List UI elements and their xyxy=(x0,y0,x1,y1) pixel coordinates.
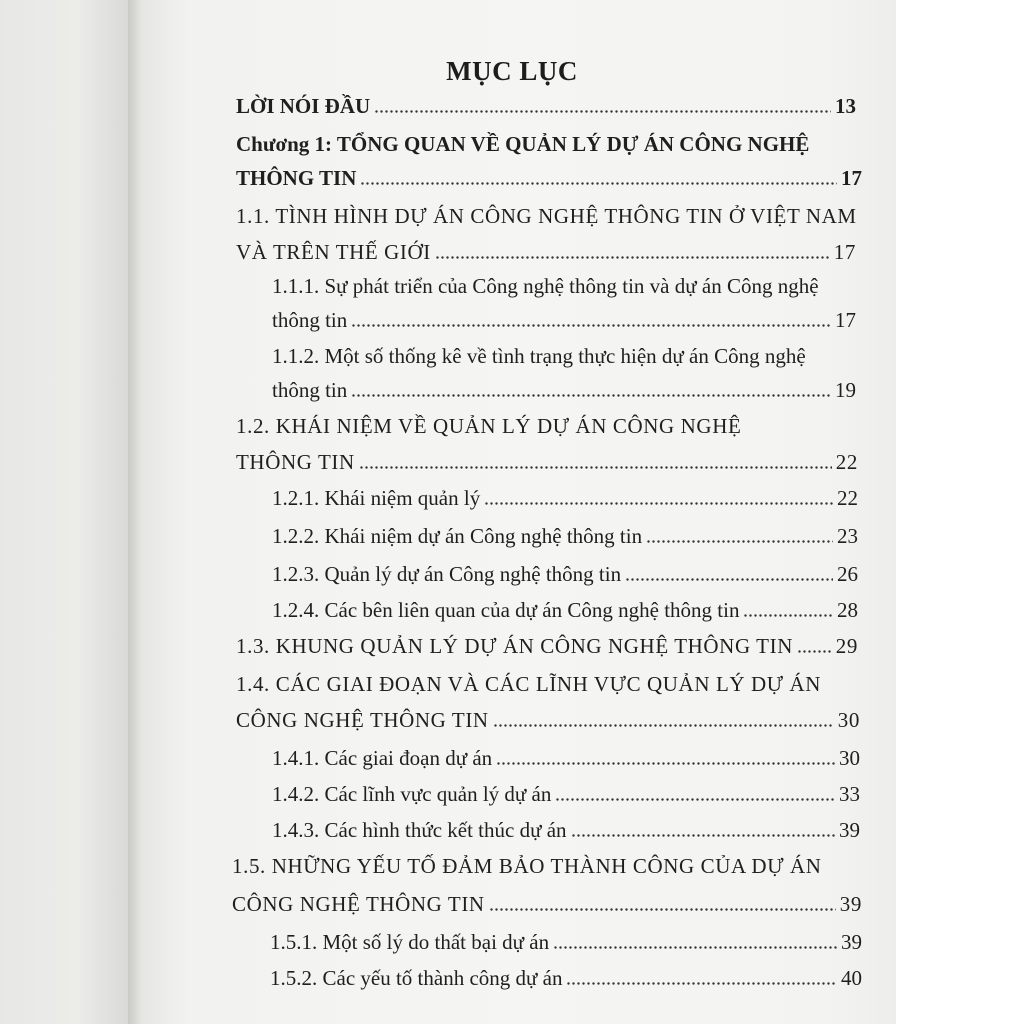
toc-page-number: 40 xyxy=(841,966,862,990)
toc-entry-text: 1.5.1. Một số lý do thất bại dự án xyxy=(270,930,550,954)
toc-page-number: 39 xyxy=(841,930,862,954)
toc-leader-dots xyxy=(484,496,833,506)
toc-page-number: 19 xyxy=(835,378,856,402)
toc-entry-1-4-line1: 1.4. CÁC GIAI ĐOẠN VÀ CÁC LĨNH VỰC QUẢN LÝ DỰ ÁN xyxy=(236,672,822,696)
toc-entry-1-2-line1: 1.2. KHÁI NIỆM VỀ QUẢN LÝ DỰ ÁN CÔNG NGHỆ xyxy=(236,414,742,438)
toc-entry-1-4-2 xyxy=(272,780,860,808)
toc-entry-1-1-2 xyxy=(272,376,856,404)
toc-leader-dots xyxy=(646,534,833,544)
toc-leader-dots xyxy=(493,718,834,728)
toc-page-number: 29 xyxy=(835,634,858,658)
toc-leader-dots xyxy=(360,176,837,186)
toc-leader-dots xyxy=(797,644,832,654)
toc-entry-text: LỜI NÓI ĐẦU xyxy=(236,94,371,118)
toc-entry-1-2 xyxy=(236,448,858,476)
toc-leader-dots xyxy=(374,104,831,114)
toc-entry-1-1-line1: 1.1. TÌNH HÌNH DỰ ÁN CÔNG NGHỆ THÔNG TIN Ở VIỆT NAM xyxy=(236,204,857,228)
toc-entry-1-2-3 xyxy=(272,560,858,588)
toc-page-number: 22 xyxy=(835,450,858,474)
toc-entry-chapter-1 xyxy=(236,164,862,192)
toc-entry-text: 1.4.3. Các hình thức kết thúc dự án xyxy=(272,818,567,842)
toc-leader-dots xyxy=(743,608,833,618)
toc-entry-1-1 xyxy=(236,238,856,266)
toc-entry-1-4 xyxy=(236,706,860,734)
toc-entry-text: VÀ TRÊN THẾ GIỚI xyxy=(236,240,431,264)
toc-entry-chapter-1-line1: Chương 1: TỔNG QUAN VỀ QUẢN LÝ DỰ ÁN CÔNG NGHỆ xyxy=(236,132,810,156)
toc-entry-text: CÔNG NGHỆ THÔNG TIN xyxy=(232,892,485,916)
toc-entry-1-4-3 xyxy=(272,816,860,844)
toc-entry-1-5-line1: 1.5. NHỮNG YẾU TỐ ĐẢM BẢO THÀNH CÔNG CỦA DỰ ÁN xyxy=(232,854,822,878)
background-margin xyxy=(896,0,1024,1024)
toc-entry-text: THÔNG TIN xyxy=(236,450,355,474)
toc-leader-dots xyxy=(566,976,837,986)
toc-leader-dots xyxy=(625,572,833,582)
toc-page-number: 23 xyxy=(837,524,858,548)
toc-page-number: 22 xyxy=(837,486,858,510)
toc-entry-text: 1.4.1. Các giai đoạn dự án xyxy=(272,746,493,770)
toc-entry-text: CÔNG NGHỆ THÔNG TIN xyxy=(236,708,489,732)
toc-page-number: 26 xyxy=(837,562,858,586)
toc-page-number: 33 xyxy=(839,782,860,806)
toc-page-number: 30 xyxy=(837,708,860,732)
toc-leader-dots xyxy=(555,792,835,802)
toc-page-number: 39 xyxy=(839,818,860,842)
page-title: MỤC LỤC xyxy=(446,56,578,86)
toc-entry-1-5 xyxy=(232,890,862,918)
toc-entry-text: 1.5.2. Các yếu tố thành công dự án xyxy=(270,966,563,990)
toc-entry-text: 1.2.2. Khái niệm dự án Công nghệ thông tin xyxy=(272,524,643,548)
toc-entry-text: 1.2.4. Các bên liên quan của dự án Công nghệ thông tin xyxy=(272,598,740,622)
toc-leader-dots xyxy=(553,940,837,950)
toc-entry-foreword xyxy=(236,92,856,120)
toc-entry-1-1-1-line1: 1.1.1. Sự phát triển của Công nghệ thông tin và dự án Công nghệ xyxy=(272,274,819,298)
toc-leader-dots xyxy=(496,756,835,766)
toc-leader-dots xyxy=(435,250,830,260)
toc-entry-1-1-1 xyxy=(272,306,856,334)
toc-page-number: 17 xyxy=(833,240,856,264)
toc-entry-1-5-2 xyxy=(270,964,862,992)
toc-entry-text: 1.4.2. Các lĩnh vực quản lý dự án xyxy=(272,782,552,806)
toc-entry-1-5-1 xyxy=(270,928,862,956)
toc-entry-1-2-4 xyxy=(272,596,858,624)
toc-entry-1-3 xyxy=(236,632,858,660)
toc-entry-1-4-1 xyxy=(272,744,860,772)
toc-entry-1-1-2-line1: 1.1.2. Một số thống kê về tình trạng thực hiện dự án Công nghệ xyxy=(272,344,806,368)
toc-entry-text: thông tin xyxy=(272,378,348,402)
toc-page-number: 39 xyxy=(839,892,862,916)
toc-page-number: 30 xyxy=(839,746,860,770)
toc-leader-dots xyxy=(359,460,832,470)
toc-entry-text: 1.2.1. Khái niệm quản lý xyxy=(272,486,481,510)
toc-entry-text: THÔNG TIN xyxy=(236,166,357,190)
toc-entry-text: thông tin xyxy=(272,308,348,332)
toc-page-number: 28 xyxy=(837,598,858,622)
background-surface xyxy=(0,0,128,1024)
toc-entry-1-2-1 xyxy=(272,484,858,512)
toc-entry-text: 1.2.3. Quản lý dự án Công nghệ thông tin xyxy=(272,562,622,586)
toc-leader-dots xyxy=(351,318,831,328)
toc-entry-1-2-2 xyxy=(272,522,858,550)
toc-leader-dots xyxy=(489,902,836,912)
toc-entry-text: 1.3. KHUNG QUẢN LÝ DỰ ÁN CÔNG NGHỆ THÔNG TIN xyxy=(236,634,793,658)
toc-page-number: 13 xyxy=(835,94,856,118)
toc-page-number: 17 xyxy=(835,308,856,332)
toc-leader-dots xyxy=(351,388,831,398)
toc-leader-dots xyxy=(571,828,835,838)
toc-page-number: 17 xyxy=(841,166,862,190)
